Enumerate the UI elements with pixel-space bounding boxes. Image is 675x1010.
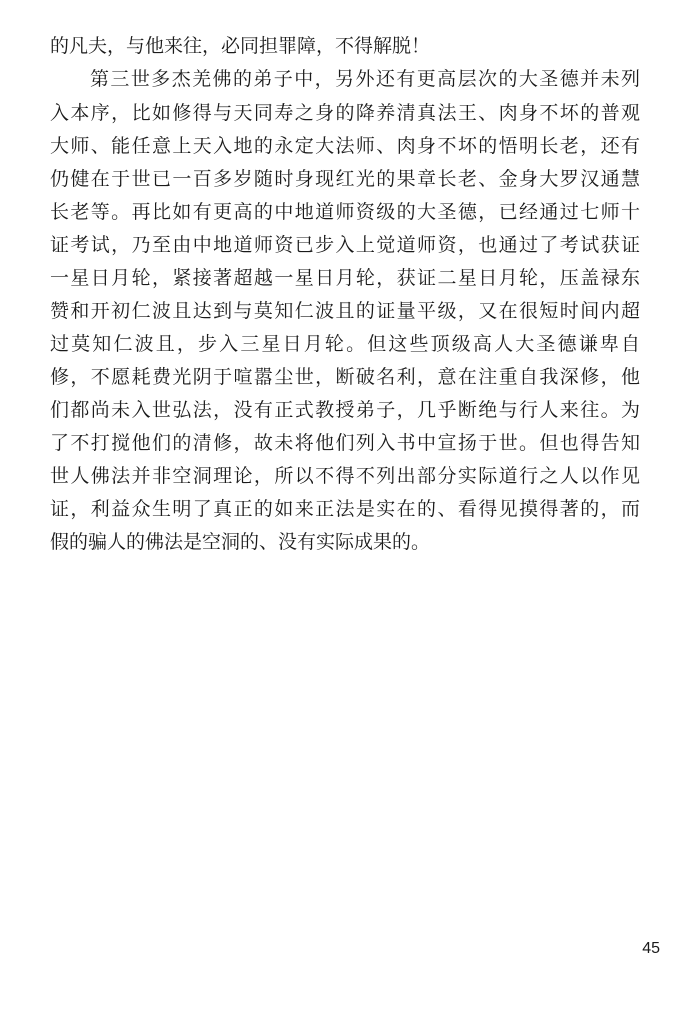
text-line-6: 长老等。再比如有更高的中地道师资级的大圣德，已经通过七师十 [50, 201, 640, 223]
text-line-8: 一星日月轮，紧接著超越一星日月轮，获证二星日月轮，压盖禄东 [50, 267, 640, 289]
text-line-5: 仍健在于世已一百多岁随时身现红光的果章长老、金身大罗汉通慧 [50, 168, 640, 190]
page-number: 45 [642, 940, 660, 957]
text-line-3: 入本序，比如修得与天同寿之身的降养清真法王、肉身不坏的普观 [50, 102, 640, 124]
text-line-11: 修，不愿耗费光阴于喧嚣尘世，断破名利，意在注重自我深修，他 [50, 366, 640, 388]
text-line-2: 第三世多杰羌佛的弟子中，另外还有更高层次的大圣德并未列 [90, 68, 640, 90]
text-line-13: 了不打搅他们的清修，故未将他们列入书中宣扬于世。但也得告知 [50, 432, 640, 454]
text-line-16: 假的骗人的佛法是空洞的、没有实际成果的。 [50, 531, 431, 553]
text-line-9: 赞和开初仁波且达到与莫知仁波且的证量平级，又在很短时间内超 [50, 300, 640, 322]
text-line-4: 大师、能任意上天入地的永定大法师、肉身不坏的悟明长老，还有 [50, 135, 640, 157]
text-line-14: 世人佛法并非空洞理论，所以不得不列出部分实际道行之人以作见 [50, 465, 640, 487]
text-line-10: 过莫知仁波且，步入三星日月轮。但这些顶级高人大圣德谦卑自 [50, 333, 640, 355]
text-line-1: 的凡夫，与他来往，必同担罪障，不得解脱！ [50, 35, 431, 57]
text-line-12: 们都尚未入世弘法，没有正式教授弟子，几乎断绝与行人来往。为 [50, 399, 640, 421]
text-line-15: 证，利益众生明了真正的如来正法是实在的、看得见摸得著的，而 [50, 498, 640, 520]
text-line-7: 证考试，乃至由中地道师资已步入上觉道师资，也通过了考试获证 [50, 234, 640, 256]
